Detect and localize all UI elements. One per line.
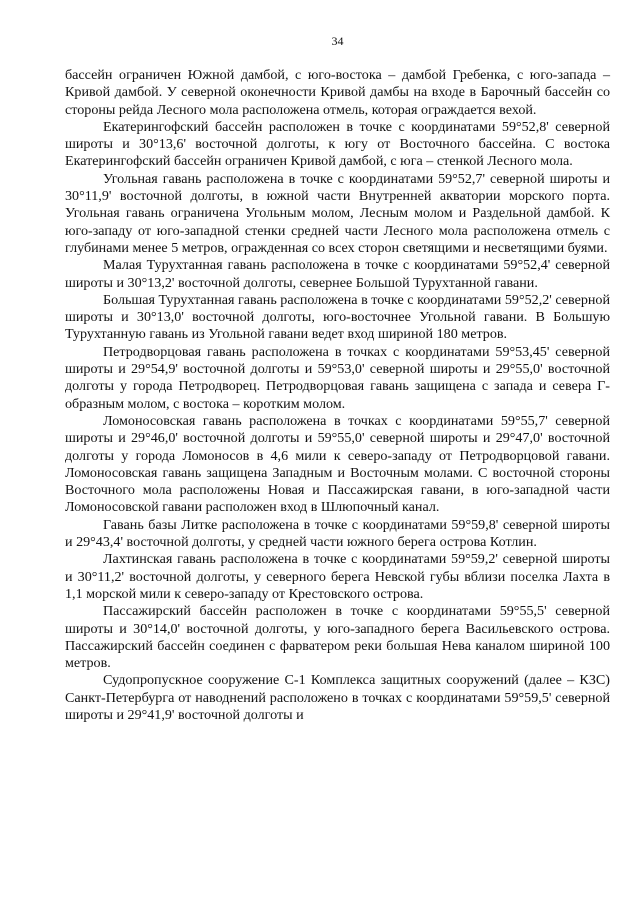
paragraph: Малая Турухтанная гавань расположена в точке с координатами 59°52,4' северной широты и 30°13,2' восточной долготы, севернее Большой Турухтанной гавани. <box>65 257 610 291</box>
paragraph: Угольная гавань расположена в точке с координатами 59°52,7' северной широты и 30°11,9' восточной долготы, в южной части Внутренней акватории морского порта. Угольная гавань ограничена Угольным молом, Лесным молом и Раздельной дамбой. К юго-западу от юго-западной стенки средней части Лесного мола расположена отмель с глубинами менее 5 метров, огражденная со всех сторон светящими и несветящими буями. <box>65 170 610 256</box>
paragraph: Пассажирский бассейн расположен в точке с координатами 59°55,5' северной широты и 30°14,0' восточной долготы, у юго-западного берега Васильевского острова. Пассажирский бассейн соединен с фарватером реки большая Нева каналом шириной 100 метров. <box>65 603 610 672</box>
page-number: 34 <box>331 34 344 48</box>
paragraph: Судопропускное сооружение С-1 Комплекса защитных сооружений (далее – КЗС) Санкт-Петербурга от наводнений расположено в точках с координатами 59°59,5' северной широты и 29°41,9' восточной долготы и <box>65 672 610 723</box>
paragraph: Большая Турухтанная гавань расположена в точке с координатами 59°52,2' северной широты и 30°13,0' восточной долготы, юго-восточнее Угольной гавани. В Большую Турухтанную гавань из Угольной гавани ведет вход шириной 180 метров. <box>65 291 611 343</box>
paragraph: Екатерингофский бассейн расположен в точке с координатами 59°52,8' северной широты и 30°13,6' восточной долготы, к югу от Восточного бассейна. С востока Екатерингофский бассейн ограничен Кривой дамбой, с юга – стенкой Лесного мола. <box>65 118 610 170</box>
paragraph: Ломоносовская гавань расположена в точках с координатами 59°55,7' северной широты и 29°46,0' восточной долготы и 59°55,0' северной широты и 29°47,0' восточной долготы у города Ломоносов в 4,6 мили к северо-западу от Петродворцовой гавани. Ломоносовская гавань защищена Западным и Восточным молами. С восточной стороны Восточного мола расположены Новая и Пассажирская гавани, в юго-западной части Ломоносовской гавани расположен вход в Шлюпочный канал. <box>65 412 610 516</box>
paragraph: Петродворцовая гавань расположена в точках с координатами 59°53,45' северной широты и 29°54,9' восточной долготы и 59°53,0' северной широты и 29°55,0' восточной долготы у города Петродворец. Петродворцовая гавань защищена с запада и севера Г-образным молом, с востока – коротким молом. <box>65 343 610 412</box>
paragraph: Лахтинская гавань расположена в точке с координатами 59°59,2' северной широты и 30°11,2' восточной долготы, у северного берега Невской губы вблизи поселка Лахта в 1,1 морской мили к северо-западу от Крестовского острова. <box>65 551 610 602</box>
paragraph: бассейн ограничен Южной дамбой, с юго-востока – дамбой Гребенка, с юго-запада – Кривой дамбой. У северной оконечности Кривой дамбы на входе в Барочный бассейн со стороны рейда Лесного мола расположена отмель, которая ограждается вехой. <box>65 67 610 118</box>
paragraph: Гавань базы Литке расположена в точке с координатами 59°59,8' северной широты и 29°43,4' восточной долготы, у средней части южного берега острова Котлин. <box>65 516 610 551</box>
